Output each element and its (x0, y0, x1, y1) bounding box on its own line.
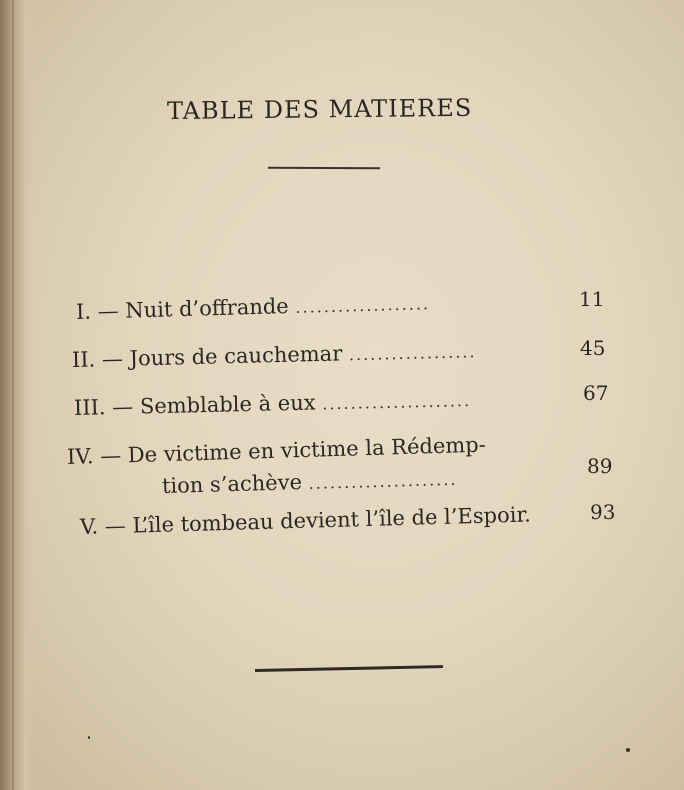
toc-entry-4-line-1 (67, 433, 486, 469)
toc-title: De victime en victime la Rédemp- (127, 432, 487, 468)
toc-numeral: I. (75, 299, 92, 324)
toc-title: Nuit d’offrande (125, 294, 289, 323)
toc-dash: — (111, 394, 134, 420)
toc-title-continuation: tion s’achève (161, 470, 303, 498)
toc-dash: — (101, 346, 124, 372)
toc-page-number: 11 (579, 287, 605, 311)
toc-numeral: V. (79, 514, 99, 539)
toc-title: Semblable à eux (139, 390, 316, 419)
toc-page-number: 67 (583, 381, 609, 405)
toc-numeral: IV. (66, 444, 94, 469)
paper-speck (88, 736, 90, 739)
toc-leader: ..................... (322, 390, 472, 414)
toc-dash: — (99, 443, 122, 469)
toc-leader: ................... (295, 294, 431, 317)
toc-numeral: III. (73, 395, 106, 420)
toc-title: Jours de cauchemar (129, 341, 343, 371)
toc-dash: — (104, 513, 127, 539)
toc-entry-4-line-2 (162, 466, 458, 498)
toc-leader: .................. (348, 342, 477, 365)
toc-entry-3 (74, 387, 472, 420)
toc-numeral: II. (71, 347, 96, 372)
toc-entry-5 (80, 502, 531, 539)
page-title: TABLE DES MATIERES (166, 93, 473, 125)
toc-entry-1 (76, 290, 431, 324)
toc-page-number: 93 (590, 500, 616, 524)
toc-dash: — (97, 298, 119, 324)
paper-speck (626, 748, 630, 752)
toc-page-number: 45 (580, 336, 606, 360)
toc-title: L’île tombeau devient l’île de l’Espoir. (132, 502, 532, 538)
toc-entry-2 (72, 338, 477, 372)
toc-page-number: 89 (587, 454, 613, 478)
toc-leader: ..................... (308, 469, 458, 493)
